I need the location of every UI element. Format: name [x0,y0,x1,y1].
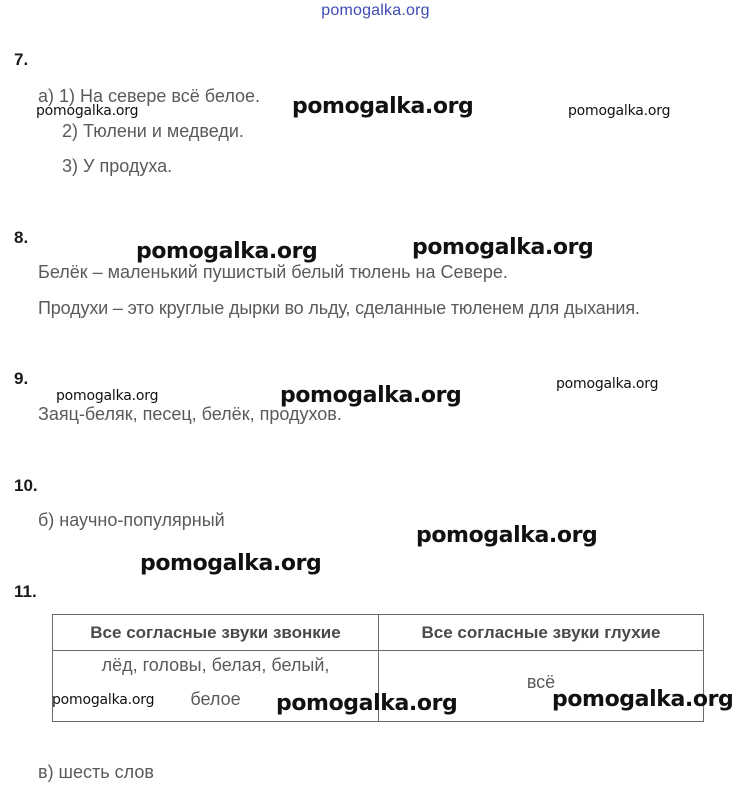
task-8-line-2: Продухи – это круглые дырки во льду, сделанные тюленем для дыхания. [38,298,640,318]
table-header-voiced: Все согласные звуки звонкие [90,623,341,642]
task-7-line-3: 3) У продуха. [62,156,173,176]
watermark: pomogalka.org [276,691,458,716]
table-cell-voiced-line-1: лёд, головы, белая, белый, [101,655,330,675]
task-7-line-2: 2) Тюлени и медведи. [62,121,244,141]
task-8-number: 8. [14,228,29,247]
site-header-link[interactable]: pomogalka.org [321,2,430,19]
table-header-divider [53,650,703,651]
task-10-text: б) научно-популярный [38,510,225,530]
watermark: pomogalka.org [280,383,462,408]
watermark: pomogalka.org [52,692,155,708]
task-9-number: 9. [14,369,29,388]
task-9-text: Заяц-беляк, песец, белёк, продухов. [38,404,342,424]
watermark: pomogalka.org [552,687,734,712]
task-10-number: 10. [14,476,38,495]
watermark: pomogalka.org [292,94,474,119]
watermark: pomogalka.org [56,388,159,404]
table-cell-voiced-line-2: белое [190,689,241,709]
watermark: pomogalka.org [556,376,659,392]
task-8-line-1: Белёк – маленький пушистый белый тюлень на Севере. [38,262,508,282]
task-11-answer: в) шесть слов [38,762,154,782]
watermark: pomogalka.org [568,103,671,119]
watermark: pomogalka.org [136,239,318,264]
watermark: pomogalka.org [140,551,322,576]
task-7-number: 7. [14,50,29,69]
task-11-number: 11. [14,582,37,601]
table-header-voiceless: Все согласные звуки глухие [421,623,661,642]
watermark: pomogalka.org [412,235,594,260]
watermark: pomogalka.org [416,523,598,548]
watermark: pomogalka.org [36,103,139,119]
task-7-line-1: а) 1) На севере всё белое. [38,86,261,106]
table-cell-voiceless: всё [526,672,556,692]
